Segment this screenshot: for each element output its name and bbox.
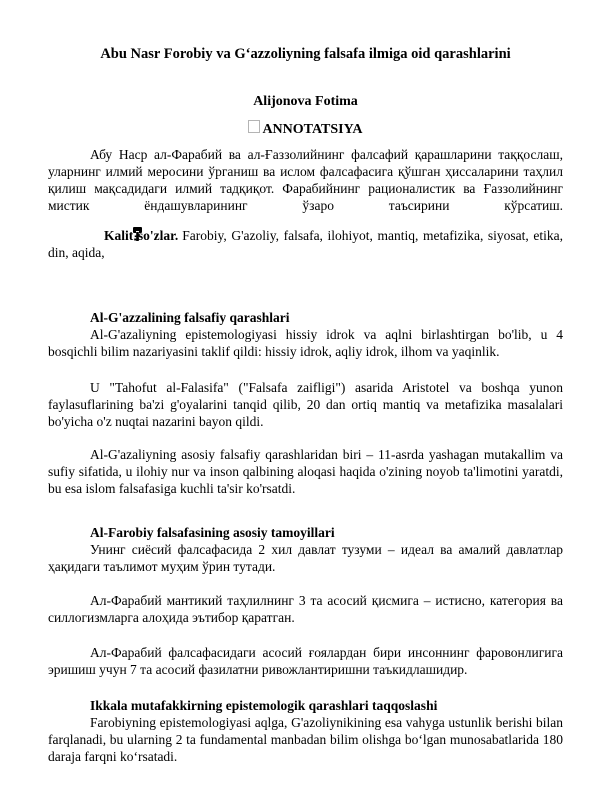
section-2-paragraph-3: Ал-Фарабий фалсафасидаги асосий ғоялардан бири инсоннинг фаровонлигига эришиш учун 7 та асосий фазилатни ривожлантиришни таъкидлашидир.: [48, 645, 563, 677]
author-name: Alijonova Fotima: [253, 94, 358, 109]
section-2-paragraph-1: Унинг сиёсий фалсафасида 2 хил давлат тузуми – идеал ва амалий давлатлар ҳақидаги таълимот муҳим ўрин тутади.: [48, 542, 563, 574]
annotation-heading-text: ANNOTATSIYA: [262, 122, 363, 137]
section-1-paragraph-3: Al-G'azaliyning asosiy falsafiy qarashlaridan biri – 11-asrda yashagan mutakallim va sufiy sifatida, u ilohiy nur va inson qalbining aloqasi haqida o'zining noyob ta'limotini yaratdi, bu esa islom falsafasiga kuchli ta'sir ko'rsatdi.: [48, 447, 563, 496]
section-2-heading: Al-Farobiy falsafasining asosiy tamoyillari: [90, 525, 335, 540]
annotation-heading: [48, 120, 563, 138]
section-1-paragraph-1: Al-G'azaliyning epistemologiyasi hissiy idrok va aqlni birlashtirgan bo'lib, u 4 bosqichli bilim nazariyasini taklif qildi: hissiy idrok, aqliy idrok, ilhom va yaqinlik.: [48, 327, 563, 359]
section-2-paragraph-2: Ал-Фарабий мантикий таҳлилнинг 3 та асосий қисмига – истисно, категория ва силлогизмларга алоҳида эътибор қаратган.: [48, 593, 563, 625]
keywords-paragraph: [48, 227, 563, 261]
missing-glyph-box: [248, 120, 260, 133]
annotation-paragraph: Абу Наср ал-Фарабий ва ал-Ғаззолийнинг фалсафий қарашларини таққослаш, уларнинг илмий меросини ўрганиш ва ислом фалсафасига қўшган ҳиссаларини таҳлил қилиш мақсадидаги илмий тадқиқот. Фарабийнинг рационалистик ва Ғаззолийнинг мистик ёндашувларининг ўзаро таъсирини кўрсатиш.: [48, 147, 563, 213]
document-title: Abu Nasr Forobiy va Gʻazzoliyning falsafa ilmiga oid qarashlarini: [100, 46, 511, 62]
keywords-text: Farobiy, G'azoliy, falsafa, ilohiyot, mantiq, metafizika, siyosat, etika, din, aqida,: [48, 228, 563, 260]
section-1-heading: Al-G'azzalining falsafiy qarashlari: [90, 310, 290, 325]
key-icon: [90, 227, 101, 242]
section-3-heading: Ikkala mutafakkirning epistemologik qarashlari taqqoslashi: [90, 698, 438, 713]
section-1-paragraph-2: U "Tahofut al-Falasifa" ("Falsafa zaifligi") asarida Aristotel va boshqa yunon faylasuflarining ba'zi g'oyalarini tanqid qilib, 20 dan ortiq mantiq va metafizika masalalari bo'yicha o'z nuqtai nazarini bayon qildi.: [48, 380, 563, 429]
section-3-paragraph-1: Farobiyning epistemologiyasi aqlga, G'azoliynikining esa vahyga ustunlik berishi bilan farqlanadi, bu ularning 2 ta fundamental manbadan bilim olishga boʻlgan munosabatlarida 180 daraja farqni koʻrsatadi.: [48, 715, 563, 764]
keywords-label: Kalit so'zlar.: [104, 228, 179, 243]
